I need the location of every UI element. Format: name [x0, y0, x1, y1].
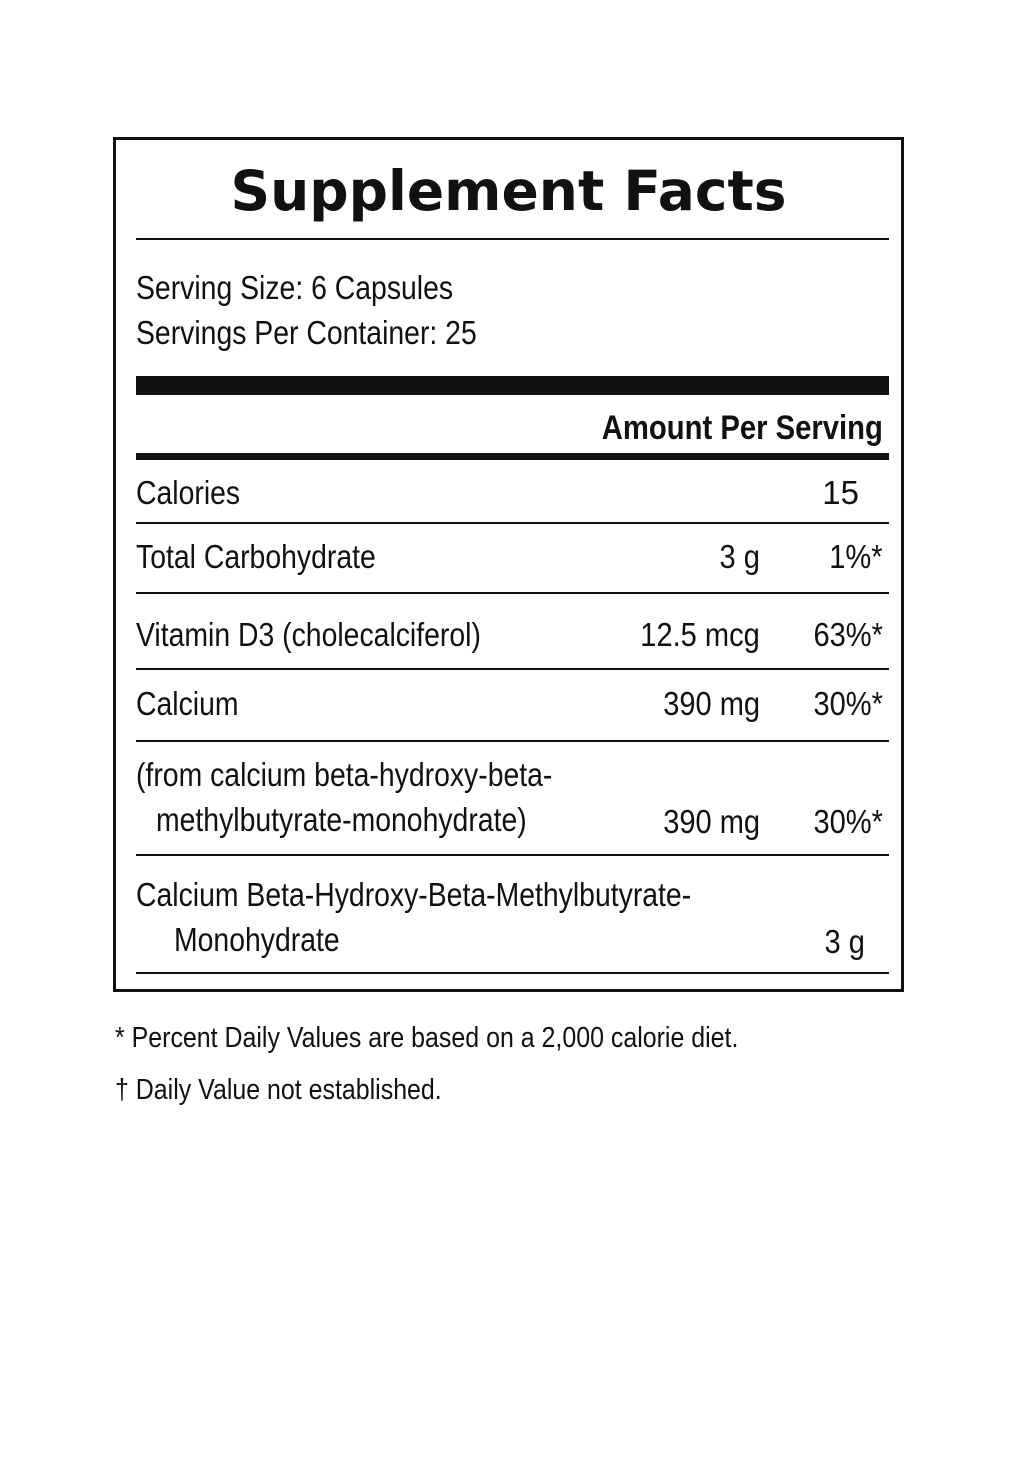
panel-title: Supplement Facts — [230, 159, 787, 223]
row-dv-calcium: 30%* — [813, 685, 883, 722]
row-name-calcium: Calcium — [136, 685, 239, 722]
row-divider — [136, 740, 889, 742]
footnote-daily-value: * Percent Daily Values are based on a 2,000 calorie diet. — [115, 1022, 739, 1054]
row-dv-vitamin-d3: 63%* — [813, 616, 883, 653]
thick-divider — [136, 376, 889, 395]
row-divider — [136, 854, 889, 856]
row-name-calcium-hmb-line1: Calcium Beta-Hydroxy-Beta-Methylbutyrate- — [136, 876, 692, 913]
row-amount-vitamin-d3: 12.5 mcg — [640, 616, 760, 653]
row-name-calories: Calories — [136, 474, 241, 511]
row-name-calcium-hmb-line2: Monohydrate — [174, 921, 340, 958]
row-divider — [136, 522, 889, 524]
row-name-total-carbohydrate: Total Carbohydrate — [136, 538, 376, 575]
row-dv-calcium-source: 30%* — [813, 803, 883, 840]
servings-per-container: Servings Per Container: 25 — [136, 314, 477, 351]
divider-under-header — [136, 453, 889, 460]
divider-under-title — [136, 238, 889, 240]
row-amount-calcium-source: 390 mg — [663, 803, 760, 840]
row-amount-calcium-hmb: 3 g — [824, 923, 865, 960]
amount-per-serving-header: Amount Per Serving — [601, 409, 883, 447]
row-name-calcium-source-line1: (from calcium beta-hydroxy-beta- — [136, 756, 553, 793]
row-dv-total-carbohydrate: 1%* — [829, 538, 883, 575]
serving-size: Serving Size: 6 Capsules — [136, 269, 454, 306]
row-amount-total-carbohydrate: 3 g — [719, 538, 760, 575]
row-amount-calories: 15 — [822, 474, 859, 511]
supplement-facts-panel — [113, 137, 904, 992]
row-divider — [136, 668, 889, 670]
footnote-not-established: † Daily Value not established. — [115, 1074, 442, 1106]
row-divider — [136, 592, 889, 594]
row-amount-calcium: 390 mg — [663, 685, 760, 722]
row-divider — [136, 972, 889, 974]
row-name-vitamin-d3: Vitamin D3 (cholecalciferol) — [136, 616, 481, 653]
row-name-calcium-source-line2: methylbutyrate-monohydrate) — [156, 801, 527, 838]
